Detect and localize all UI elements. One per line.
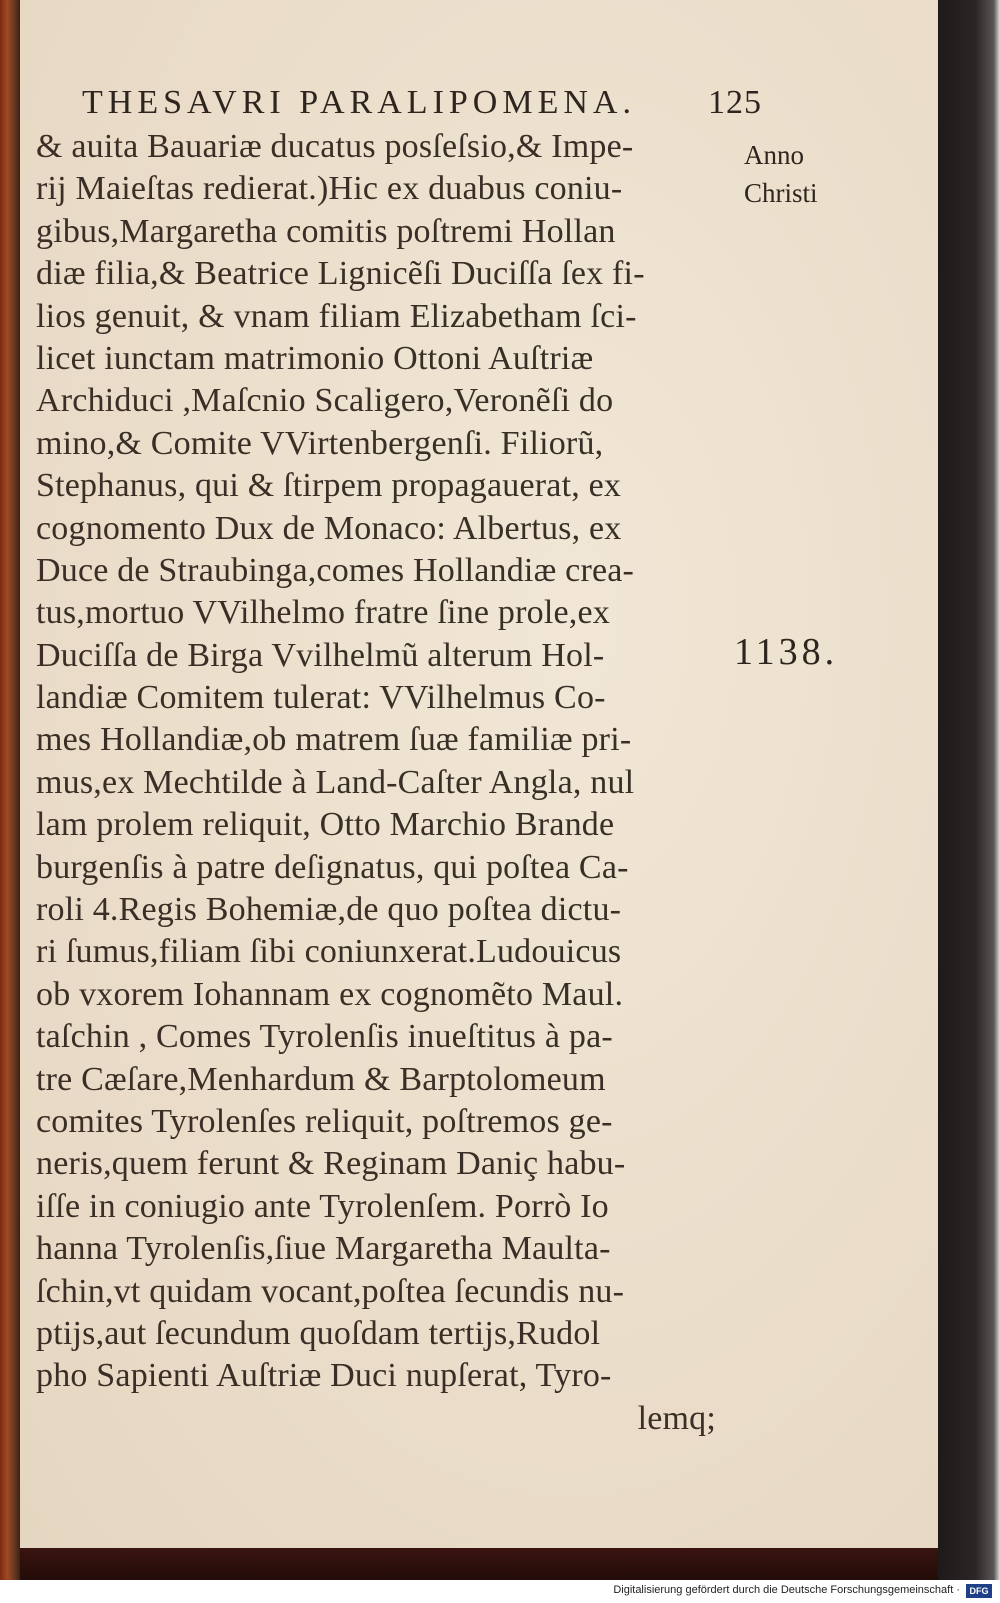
text-line: & auita Bauariæ ducatus posſeſsio,& Impe- [36, 128, 634, 165]
marginal-note [744, 136, 854, 212]
text-line: mus,ex Mechtilde à Land-Caſter Angla, nul [36, 763, 635, 801]
body-text-block [36, 126, 736, 1440]
text-line: ob vxorem Iohannam ex cognomẽto Maul. [36, 975, 624, 1013]
text-line: neris,quem ferunt & Reginam Daniç habu- [36, 1145, 626, 1183]
text-line: cognomento Dux de Monaco: Albertus, ex [36, 509, 622, 547]
text-line: rij Maieſtas redierat.)Hic ex duabus coniu- [36, 170, 623, 208]
running-head-title: THESAVRI PARALIPOMENA. [82, 84, 636, 121]
text-line: tre Cæſare,Menhardum & Barptolomeum [36, 1060, 606, 1098]
text-line: burgenſis à patre deſignatus, qui poſtea Ca- [36, 848, 629, 886]
catchword: lemq; [637, 1399, 716, 1437]
text-line: Stephanus, qui & ſtirpem propagauerat, ex [36, 467, 622, 505]
text-line: comites Tyrolenſes reliquit, poſtremos ge- [36, 1102, 613, 1140]
text-line: landiæ Comitem tulerat: VVilhelmus Co- [36, 679, 606, 717]
page-edge-bottom [20, 1548, 938, 1580]
text-line: ſchin,vt quidam vocant,poſtea ſecundis nu- [36, 1272, 625, 1310]
text-line: taſchin , Comes Tyrolenſis inueſtitus à pa- [36, 1018, 613, 1056]
dfg-logo: DFG [966, 1584, 992, 1598]
text-line: mes Hollandiæ,ob matrem ſuæ familiæ pri- [36, 721, 632, 759]
text-line: gibus,Margaretha comitis poſtremi Hollan [36, 212, 616, 250]
page-edge-right [938, 0, 1000, 1580]
page-number: 125 [708, 84, 762, 121]
text-line: iſſe in coniugio ante Tyrolenſem. Porrò Io [36, 1187, 609, 1225]
marginal-note-christi: Christi [744, 178, 818, 208]
text-line: diæ filia,& Beatrice Lignicẽſi Duciſſa ſex fi- [36, 255, 645, 293]
text-line: Duce de Straubinga,comes Hollandiæ crea- [36, 551, 635, 589]
marginal-note-anno: Anno [744, 140, 804, 170]
text-line: Archiduci ,Maſcnio Scaligero,Veronẽſi do [36, 382, 614, 420]
footer-bar [0, 1580, 1000, 1603]
text-line: roli 4.Regis Bohemiæ,de quo poſtea dictu- [36, 891, 622, 929]
text-line: lios genuit, & vnam filiam Elizabetham ſci- [36, 297, 637, 335]
text-line: hanna Tyrolenſis,ſiue Margaretha Maulta- [36, 1230, 611, 1268]
text-line: lam prolem reliquit, Otto Marchio Brande [36, 806, 615, 844]
text-line: mino,& Comite VVirtenbergenſi. Filiorũ, [36, 424, 604, 462]
marginal-year: 1138. [734, 631, 839, 673]
text-line: pho Sapienti Auſtriæ Duci nupſerat, Tyro- [36, 1357, 612, 1395]
running-head [82, 84, 762, 124]
text-line: Duciſſa de Birga Vvilhelmũ alterum Hol- [36, 636, 605, 674]
text-line: ptijs,aut ſecundum quoſdam tertijs,Rudol [36, 1314, 601, 1352]
book-binding-edge [0, 0, 20, 1580]
text-line: ri ſumus,filiam ſibi coniunxerat.Ludouicus [36, 933, 622, 971]
text-line: licet iunctam matrimonio Ottoni Auſtriæ [36, 339, 594, 377]
funding-credit: Digitalisierung gefördert durch die Deutsche Forschungsgemeinschaft · [613, 1584, 960, 1596]
text-line: tus,mortuo VVilhelmo fratre ſine prole,ex [36, 594, 610, 632]
